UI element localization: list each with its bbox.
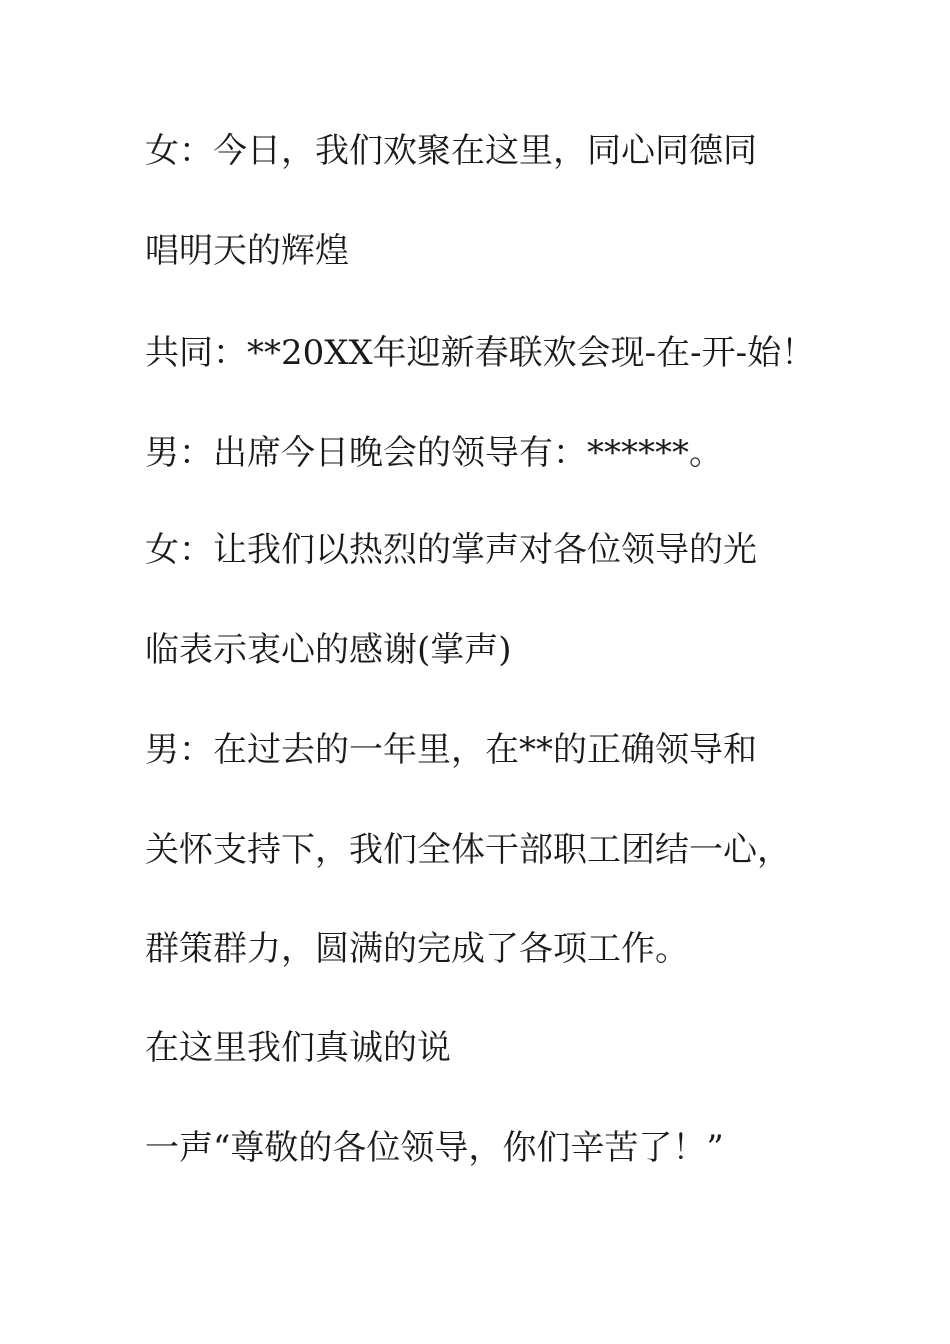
- text-line: 群策群力，圆满的完成了各项工作。: [145, 929, 689, 969]
- text-line: 男：出席今日晚会的领导有：******。: [145, 433, 723, 473]
- text-line: 唱明天的辉煌: [145, 231, 349, 271]
- text-line: 一声“尊敬的各位领导，你们辛苦了！”: [145, 1128, 724, 1168]
- text-line: 男：在过去的一年里，在**的正确领导和: [145, 730, 757, 770]
- text-line: 共同：**20XX年迎新春联欢会现-在-开-始！: [145, 333, 816, 373]
- text-line: 临表示衷心的感谢(掌声): [145, 630, 512, 670]
- text-line: 关怀支持下，我们全体干部职工团结一心，: [145, 830, 791, 870]
- text-line: 女：让我们以热烈的掌声对各位领导的光: [145, 530, 757, 570]
- text-line: 在这里我们真诚的说: [145, 1028, 451, 1068]
- text-line: 女：今日，我们欢聚在这里，同心同德同: [145, 131, 757, 171]
